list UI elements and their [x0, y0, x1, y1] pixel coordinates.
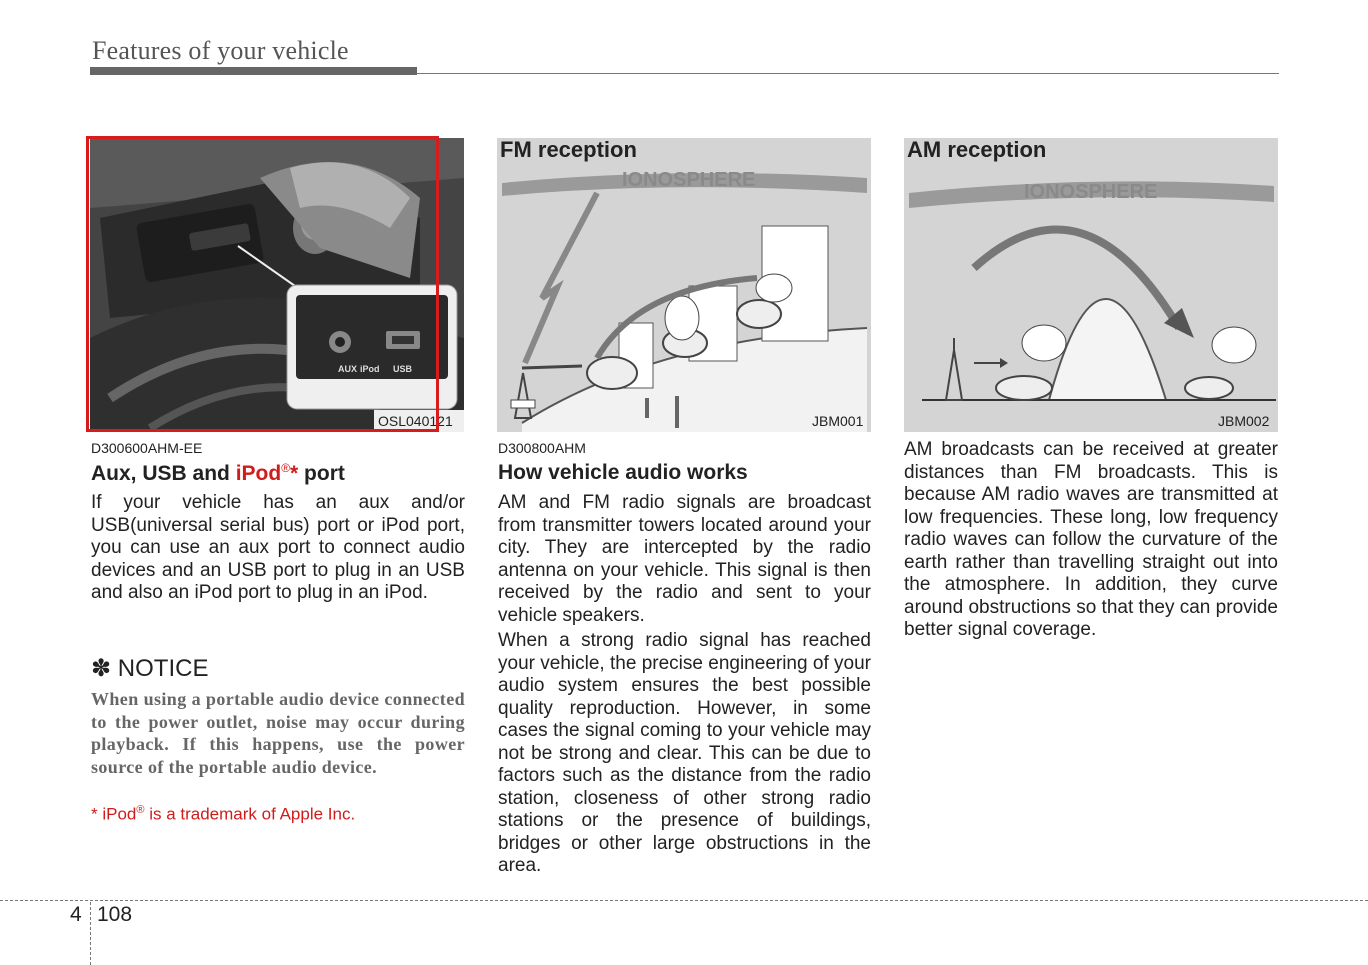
fm-illustration	[497, 138, 871, 432]
am-figure	[904, 138, 1278, 432]
port-label-aux: AUX	[338, 364, 358, 374]
col2-doc-code: D300800AHM	[498, 440, 586, 456]
audio-works-para-2: When a strong radio signal has reached your vehicle, the precise engineering of your audio system ensures the best possible quality reproduction. However, in some cases the signal coming to your vehicle may not be strong and clear. This can be due to factors such as the distance from the radio station, closeness of other strong radio stations or the presence of buildings, bridges or other large obstructions in the area.	[498, 630, 871, 876]
am-figure-code: JBM002	[1218, 413, 1270, 429]
am-illustration	[904, 138, 1278, 432]
audio-works-heading: How vehicle audio works	[498, 461, 748, 484]
aux-usb-heading	[91, 461, 345, 486]
chapter-number: 4	[70, 903, 82, 926]
page-number: 108	[97, 903, 133, 926]
footer-rule	[0, 900, 1368, 901]
aux-usb-heading-star: *	[290, 462, 299, 485]
notice-text: When using a portable audio device connected to the power outlet, noise may occur during playback. If this happens, use the power source of the portable audio device.	[91, 689, 465, 777]
highlight-box	[86, 136, 439, 432]
am-ionosphere-label: IONOSPHERE	[1024, 181, 1158, 203]
fm-ionosphere-label: IONOSPHERE	[622, 169, 756, 191]
audio-works-para-1: AM and FM radio signals are broadcast from transmitter towers located around your city. They are intercepted by the radio antenna on your vehicle. This signal is then received by the radio and sent to your vehicle speakers.	[498, 492, 871, 626]
fm-figure	[497, 138, 871, 432]
fm-figure-code: JBM001	[812, 413, 864, 429]
header-bar	[90, 67, 417, 75]
col1-doc-code: D300600AHM-EE	[91, 440, 203, 456]
trademark-pre: * iPod	[91, 804, 137, 824]
header-title: Features of your vehicle	[92, 36, 349, 65]
header-rule	[417, 73, 1279, 74]
footer-divider	[90, 902, 91, 965]
port-label-usb: USB	[393, 364, 413, 374]
notice-title: ✽ NOTICE	[91, 655, 209, 682]
fm-figure-title: FM reception	[500, 137, 637, 162]
aux-usb-heading-reg: ®	[281, 461, 291, 475]
trademark-note	[91, 804, 355, 825]
trademark-reg: ®	[136, 804, 145, 816]
aux-usb-heading-ipod: iPod	[235, 462, 282, 485]
am-figure-title: AM reception	[907, 137, 1047, 162]
port-label-ipod: iPod	[360, 364, 380, 374]
console-figure-code: OSL040121	[378, 413, 453, 429]
trademark-post: is a trademark of Apple Inc.	[144, 804, 356, 824]
aux-usb-body: If your vehicle has an aux and/or USB(universal serial bus) port or iPod port, you can use an aux port to connect audio devices and an USB port to plug in an USB and also an iPod port to plug in an iPod.	[91, 492, 465, 603]
am-broadcast-para: AM broadcasts can be received at greater distances than FM broadcasts. This is because AM radio waves are transmitted at low frequencies. These long, low frequency radio waves can follow the curvature of the earth rather than travelling straight out into the atmosphere. In addition, they curve around obstructions so that they can provide better signal coverage.	[904, 439, 1278, 640]
aux-usb-heading-post: port	[298, 462, 345, 485]
aux-usb-heading-pre: Aux, USB and	[91, 462, 236, 485]
